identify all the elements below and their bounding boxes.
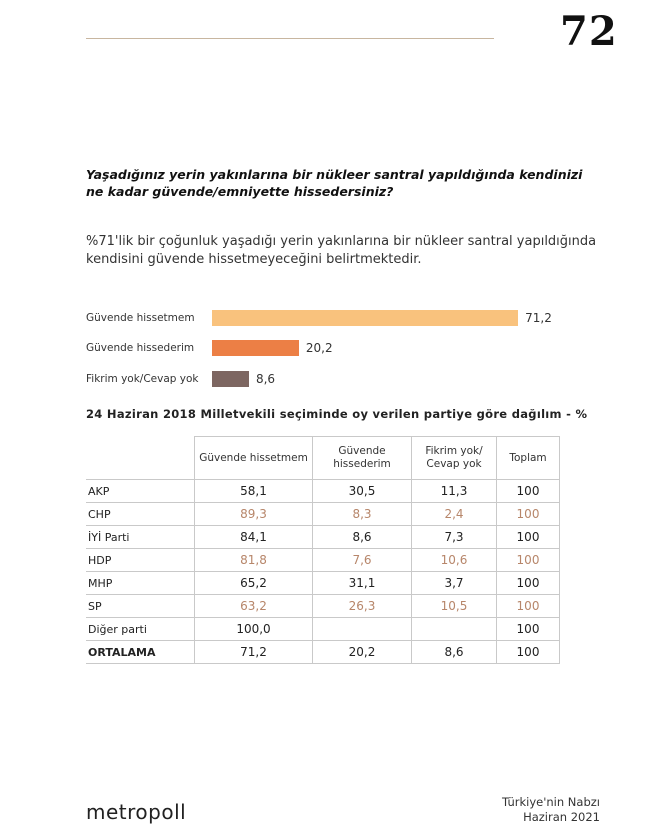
table-title: 24 Haziran 2018 Milletvekili seçiminde oy verilen partiye göre dağılım - % [86,407,588,421]
cell [313,618,412,641]
bar-0 [212,310,518,326]
header-empty [86,437,195,480]
cell: 100,0 [195,618,313,641]
cell: 10,6 [412,549,497,572]
table-row [86,526,560,549]
table-row [86,595,560,618]
cell: 7,3 [412,526,497,549]
row-label: SP [86,595,195,618]
cell: 7,6 [313,549,412,572]
footer-info [502,795,600,825]
bar-value-2: 8,6 [255,372,276,386]
bar-label-0: Güvende hissetmem [86,312,195,324]
row-label: HDP [86,549,195,572]
header-col-3: Fikrim yok/ Cevap yok [412,437,497,480]
bar-label-2: Fikrim yok/Cevap yok [86,373,199,385]
cell: 89,3 [195,503,313,526]
cell: 3,7 [412,572,497,595]
row-label: AKP [86,480,195,503]
metropoll-logo: metropoll [86,800,187,824]
cell: 100 [497,595,560,618]
row-label: CHP [86,503,195,526]
report-name: Türkiye'nin Nabzı [502,795,600,809]
cell: 71,2 [195,641,313,664]
cell: 100 [497,480,560,503]
cell: 84,1 [195,526,313,549]
cell: 100 [497,526,560,549]
cell: 26,3 [313,595,412,618]
bar-1 [212,340,299,356]
row-label: MHP [86,572,195,595]
row-label: İYİ Parti [86,526,195,549]
party-distribution-table [86,436,560,664]
cell: 100 [497,618,560,641]
cell: 2,4 [412,503,497,526]
bar-label-1: Güvende hissederim [86,342,195,354]
table-row-average [86,641,560,664]
cell: 63,2 [195,595,313,618]
cell: 81,8 [195,549,313,572]
cell: 20,2 [313,641,412,664]
header-col-2: Güvende hissederim [313,437,412,480]
table-row [86,480,560,503]
table-row [86,503,560,526]
row-label: ORTALAMA [86,641,195,664]
cell: 100 [497,572,560,595]
cell [412,618,497,641]
cell: 8,6 [313,526,412,549]
header-col-4: Toplam [497,437,560,480]
cell: 8,3 [313,503,412,526]
cell: 58,1 [195,480,313,503]
cell: 11,3 [412,480,497,503]
cell: 30,5 [313,480,412,503]
survey-question: Yaşadığınız yerin yakınlarına bir nükleer santral yapıldığında kendinizi ne kadar güvende/emniyette hissedersiniz? [86,167,583,199]
page-number: 72 [560,8,618,55]
cell: 8,6 [412,641,497,664]
table-header-row [86,437,560,480]
cell: 65,2 [195,572,313,595]
report-date: Haziran 2021 [523,810,600,824]
row-label: Diğer parti [86,618,195,641]
cell: 100 [497,503,560,526]
header-rule [86,38,494,39]
header-col-1: Güvende hissetmem [195,437,313,480]
cell: 100 [497,641,560,664]
summary-text: %71'lik bir çoğunluk yaşadığı yerin yakınlarına bir nükleer santral yapıldığında kendisini güvende hissetmeyeceğini belirtmektedir. [86,234,597,267]
bar-value-1: 20,2 [305,341,333,355]
table-row [86,572,560,595]
cell: 100 [497,549,560,572]
cell: 10,5 [412,595,497,618]
table-row [86,618,560,641]
table-row [86,549,560,572]
bar-2 [212,371,249,387]
cell: 31,1 [313,572,412,595]
bar-value-0: 71,2 [525,311,552,325]
